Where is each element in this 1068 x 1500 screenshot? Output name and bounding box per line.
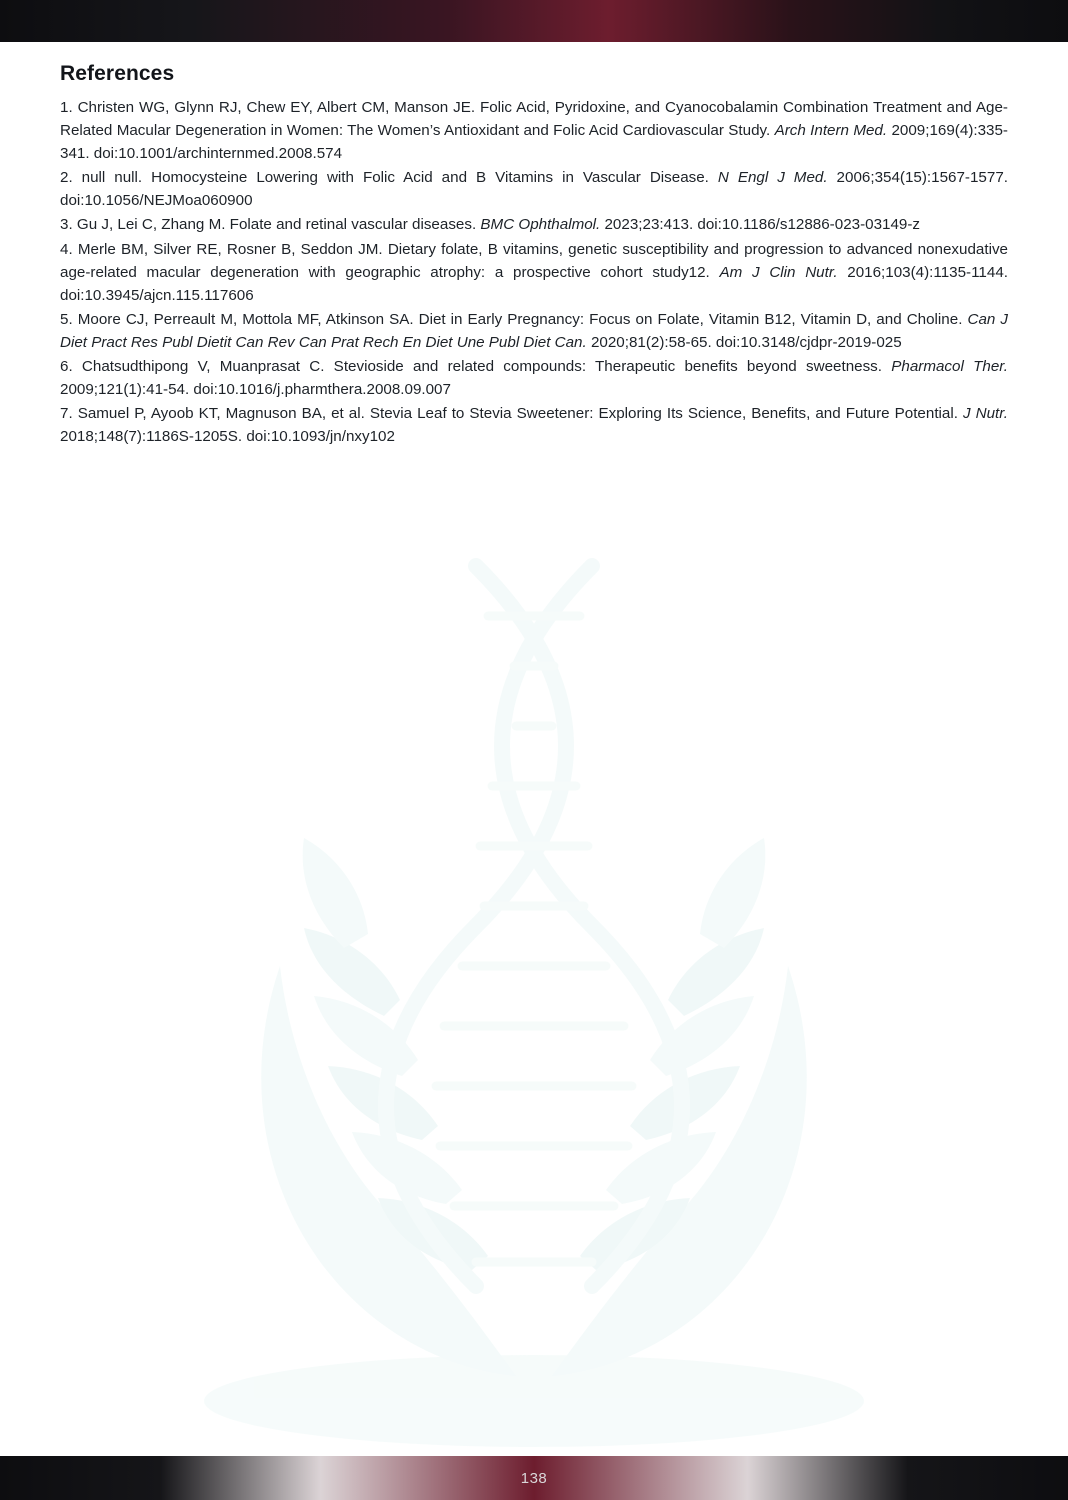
page-number: 138 (520, 1469, 548, 1487)
reference-text: 2006;354(15):1567-1577. doi:10.1056/NEJMoa060900 (60, 169, 1008, 210)
reference-list (60, 96, 1008, 448)
reference-text: 5. Moore CJ, Perreault M, Mottola MF, Atkinson SA. Diet in Early Pregnancy: Focus on Folate, Vitamin B12, Vitamin D, and Choline. (60, 310, 968, 328)
journal-name: BMC Ophthalmol. (480, 216, 601, 234)
reference-text: 1. Christen WG, Glynn RJ, Chew EY, Albert CM, Manson JE. Folic Acid, Pyridoxine, and Cyanocobalamin Combination Treatment and Age-Related Macular Degeneration in Women: The Women’s Antioxidant and Folic Acid Cardiovascular Study. (60, 99, 1008, 140)
reference-entry (60, 402, 1008, 448)
page-footer-bar (0, 1456, 1068, 1500)
journal-name: Pharmacol Ther. (891, 358, 1008, 376)
reference-text: 4. Merle BM, Silver RE, Rosner B, Seddon JM. Dietary folate, B vitamins, genetic susceptibility and progression to advanced nonexudative age-related macular degeneration with geographic atrophy: a prospective cohort study12. (60, 240, 1008, 281)
reference-entry (60, 308, 1008, 354)
dna-laurel-watermark (0, 456, 1068, 1456)
reference-text: 2023;23:413. doi:10.1186/s12886-023-03149-z (600, 216, 921, 234)
page-title: References (60, 62, 175, 85)
reference-text: 6. Chatsudthipong V, Muanprasat C. Stevioside and related compounds: Therapeutic benefits beyond sweetness. (60, 358, 892, 376)
reference-text: 2016;103(4):1135-1144. doi:10.3945/ajcn.115.117606 (60, 263, 1008, 304)
reference-entry (60, 166, 1008, 212)
reference-entry (60, 238, 1008, 307)
reference-text: 3. Gu J, Lei C, Zhang M. Folate and retinal vascular diseases. (60, 216, 481, 234)
reference-text: 2009;121(1):41-54. doi:10.1016/j.pharmthera.2008.09.007 (60, 381, 451, 399)
reference-text: 2. null null. Homocysteine Lowering with Folic Acid and B Vitamins in Vascular Disease. (60, 169, 718, 187)
journal-name: N Engl J Med. (717, 169, 828, 187)
reference-text: 2018;148(7):1186S-1205S. doi:10.1093/jn/nxy102 (60, 428, 395, 446)
references-section (60, 62, 1008, 449)
journal-name: Arch Intern Med. (774, 122, 888, 140)
reference-entry (60, 355, 1008, 401)
journal-name: Am J Clin Nutr. (719, 263, 838, 281)
reference-text: 7. Samuel P, Ayoob KT, Magnuson BA, et al. Stevia Leaf to Stevia Sweetener: Exploring Its Science, Benefits, and Future Potential. (60, 405, 963, 423)
reference-entry (60, 213, 1008, 236)
reference-text: 2009;169(4):335-341. doi:10.1001/archinternmed.2008.574 (60, 122, 1008, 163)
page-header-bar (0, 0, 1068, 42)
journal-name: J Nutr. (963, 405, 1008, 423)
reference-entry (60, 96, 1008, 165)
journal-name: Can J Diet Pract Res Publ Dietit Can Rev Can Prat Rech En Diet Une Publ Diet Can. (60, 310, 1008, 351)
reference-text: 2020;81(2):58-65. doi:10.3148/cjdpr-2019-025 (586, 333, 902, 351)
